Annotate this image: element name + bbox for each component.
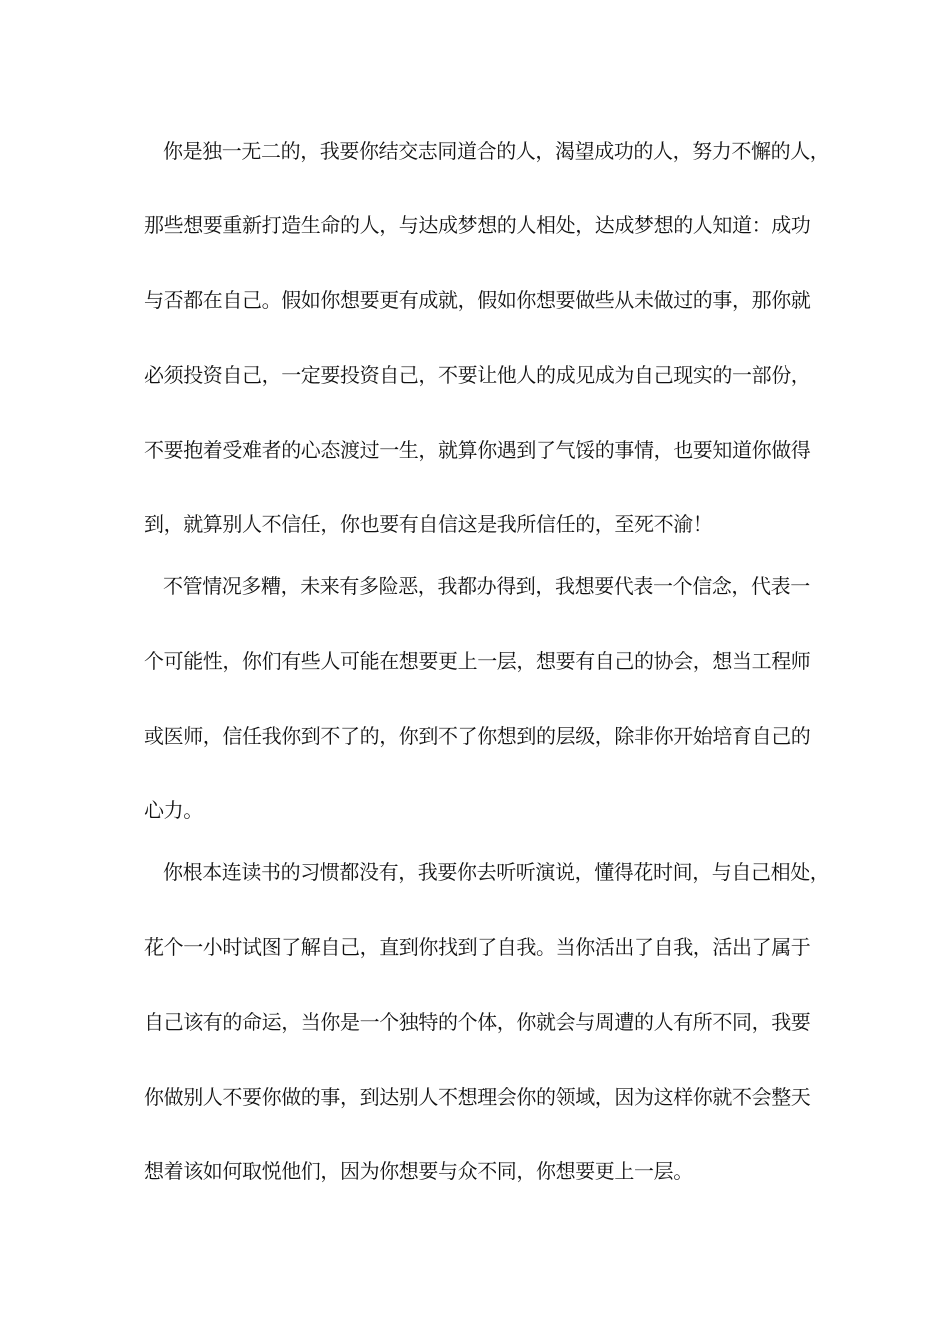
paragraph-3-line-2: 花个一小时试图了解自己，直到你找到了自我。当你活出了自我，活出了属于: [144, 935, 811, 959]
paragraph-2-line-4: 心力。: [144, 798, 203, 822]
paragraph-1-line-5: 不要抱着受难者的心态渡过一生，就算你遇到了气馁的事情，也要知道你做得: [144, 438, 811, 462]
paragraph-3-line-5: 想着该如何取悦他们，因为你想要与众不同，你想要更上一层。: [144, 1159, 693, 1183]
paragraph-2-line-1: 不管情况多糟，未来有多险恶，我都办得到，我想要代表一个信念，代表一: [163, 574, 810, 598]
paragraph-1-line-1: 你是独一无二的，我要你结交志同道合的人，渴望成功的人，努力不懈的人，: [163, 139, 830, 163]
paragraph-3-line-3: 自己该有的命运，当你是一个独特的个体，你就会与周遭的人有所不同，我要: [144, 1010, 811, 1034]
paragraph-3-line-1: 你根本连读书的习惯都没有，我要你去听听演说，懂得花时间，与自己相处，: [163, 860, 830, 884]
paragraph-2-line-2: 个可能性，你们有些人可能在想要更上一层，想要有自己的协会，想当工程师: [144, 649, 811, 673]
paragraph-1-line-4: 必须投资自己，一定要投资自己，不要让他人的成见成为自己现实的一部份，: [144, 363, 811, 387]
paragraph-1-line-3: 与否都在自己。假如你想要更有成就，假如你想要做些从未做过的事，那你就: [144, 288, 811, 312]
paragraph-3-line-4: 你做别人不要你做的事，到达别人不想理会你的领域，因为这样你就不会整天: [144, 1085, 811, 1109]
paragraph-2-line-3: 或医师，信任我你到不了的，你到不了你想到的层级，除非你开始培育自己的: [144, 724, 811, 748]
paragraph-1-line-2: 那些想要重新打造生命的人，与达成梦想的人相处，达成梦想的人知道：成功: [144, 213, 811, 237]
paragraph-1-line-6: 到，就算别人不信任，你也要有自信这是我所信任的，至死不渝！: [144, 512, 713, 536]
